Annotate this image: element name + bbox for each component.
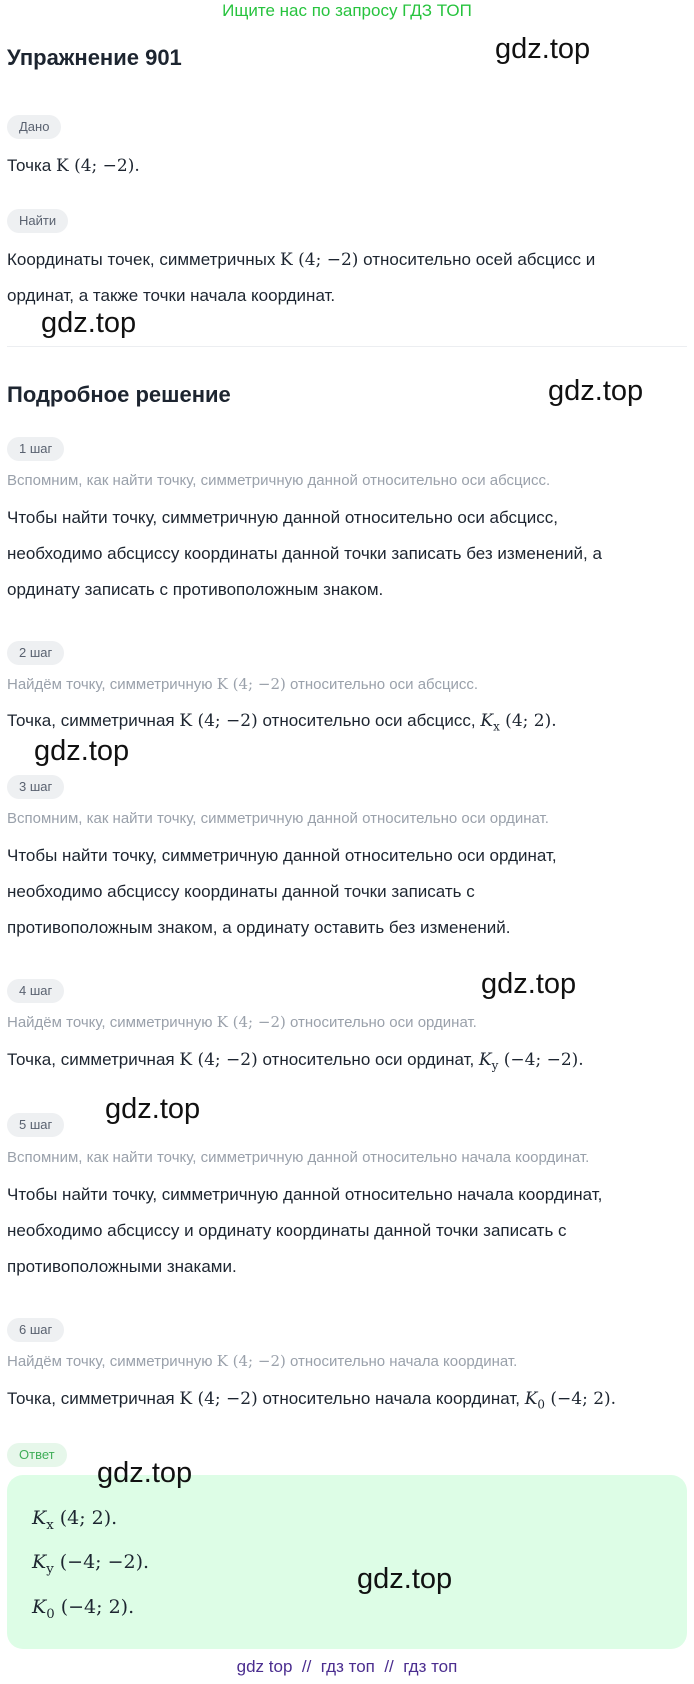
- step-6-text: Точка, симметричная K (4; −2) относительно начала координат, $K_0$ (−4; 2).: [7, 1389, 617, 1412]
- given-pill: Дано: [7, 115, 61, 139]
- step-5-hint: Вспомним, как найти точку, симметричную данной относительно начала координат.: [7, 1149, 590, 1166]
- find-text: Координаты точек, симметричных K (4; −2) относительно осей абсцисс и ординат, а также точки начала координат.: [7, 250, 596, 305]
- answer-line-1: $K_x$ (4; 2).: [32, 1507, 118, 1533]
- step-3-pill: 3 шаг: [7, 775, 64, 799]
- step-2-hint: Найдём точку, симметричную K (4; −2) относительно оси абсцисс.: [7, 675, 479, 693]
- top-banner[interactable]: Ищите нас по запросу ГДЗ ТОП: [222, 1, 472, 20]
- step-4-text: Точка, симметричная K (4; −2) относительно оси ординат, $K_y$ (−4; −2).: [7, 1050, 584, 1073]
- answer-line-2: $K_y$ (−4; −2).: [32, 1551, 150, 1577]
- step-2-pill: 2 шаг: [7, 641, 64, 665]
- given-point: K (4; −2).: [55, 156, 140, 176]
- step-6-result: $K_0$ (−4; 2).: [524, 1389, 617, 1412]
- watermark: gdz.top: [41, 307, 137, 339]
- given-text: Точка K (4; −2).: [7, 156, 140, 176]
- find-pill: Найти: [7, 209, 68, 233]
- watermark: gdz.top: [481, 968, 577, 1000]
- watermark: gdz.top: [357, 1563, 453, 1595]
- watermark: gdz.top: [548, 375, 644, 407]
- watermark: gdz.top: [34, 735, 130, 767]
- watermark: gdz.top: [97, 1457, 193, 1489]
- step-2-text: Точка, симметричная K (4; −2) относительно оси абсцисс, $K_x$ (4; 2).: [7, 711, 557, 734]
- divider: [7, 346, 687, 347]
- watermark: gdz.top: [105, 1093, 201, 1125]
- watermark: gdz.top: [495, 33, 591, 65]
- step-6-hint: Найдём точку, симметричную K (4; −2) относительно начала координат.: [7, 1352, 518, 1370]
- page-title: Упражнение 901: [7, 45, 182, 70]
- step-5-text: Чтобы найти точку, симметричную данной относительно начала координат, необходимо абсциссу и ординату координаты данной точки записать с противоположными знаками.: [7, 1185, 603, 1276]
- step-1-hint: Вспомним, как найти точку, симметричную данной относительно оси абсцисс.: [7, 472, 551, 489]
- step-6-pill: 6 шаг: [7, 1318, 64, 1342]
- solution-title: Подробное решение: [7, 382, 231, 407]
- answer-line-3: $K_0$ (−4; 2).: [32, 1596, 135, 1622]
- step-1-text: Чтобы найти точку, симметричную данной относительно оси абсцисс, необходимо абсциссу координаты данной точки записать без изменений, а ординату записать с противоположным знаком.: [7, 508, 602, 599]
- step-1-pill: 1 шаг: [7, 437, 64, 461]
- step-4-hint: Найдём точку, симметричную K (4; −2) относительно оси ординат.: [7, 1013, 477, 1031]
- step-4-pill: 4 шаг: [7, 979, 64, 1003]
- footer-links[interactable]: gdz top // гдз топ // гдз топ: [236, 1657, 458, 1676]
- step-5-pill: 5 шаг: [7, 1113, 64, 1137]
- step-3-hint: Вспомним, как найти точку, симметричную данной относительно оси ординат.: [7, 810, 549, 827]
- step-3-text: Чтобы найти точку, симметричную данной относительно оси ординат, необходимо абсциссу координаты данной точки записать с противоположным знаком, а ординату оставить без изменений.: [7, 846, 557, 937]
- answer-pill: Ответ: [7, 1443, 67, 1467]
- step-4-result: $K_y$ (−4; −2).: [478, 1050, 584, 1073]
- step-2-result: $K_x$ (4; 2).: [480, 711, 557, 734]
